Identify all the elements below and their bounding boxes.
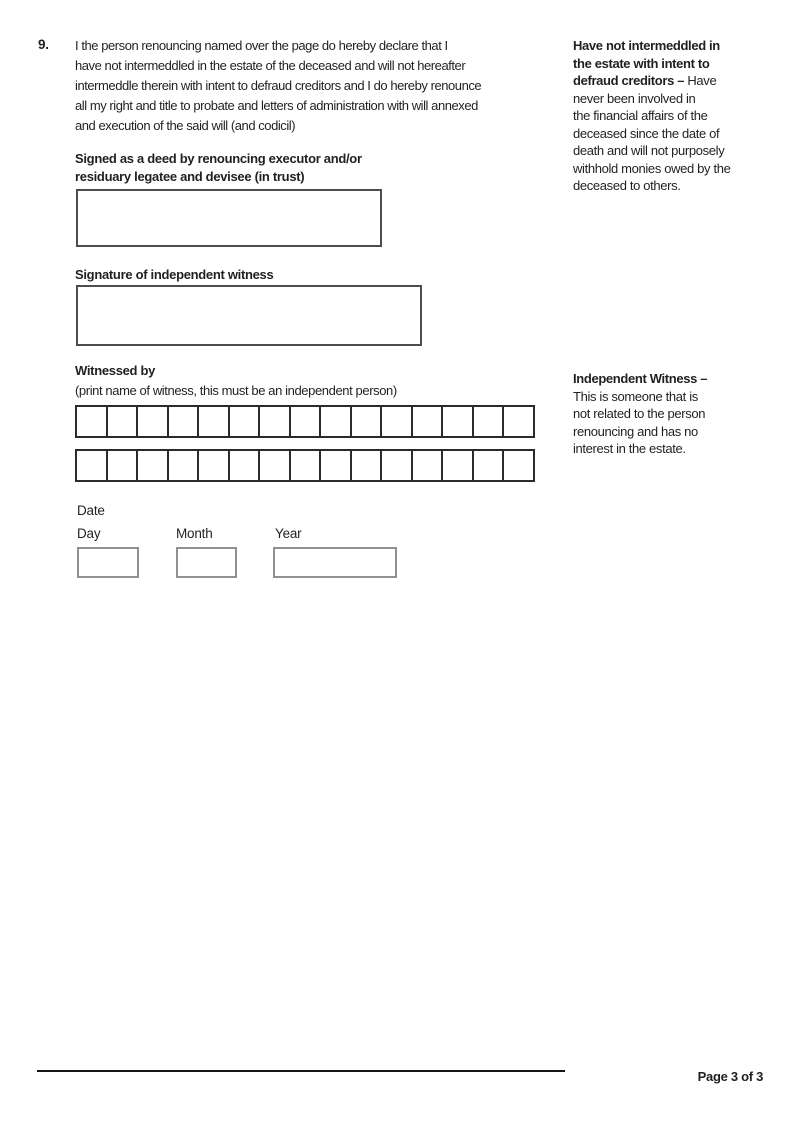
character-cell[interactable] [380, 407, 411, 436]
page-number: Page 3 of 3 [697, 1069, 763, 1084]
year-label: Year [275, 526, 302, 541]
declaration-paragraph [75, 36, 481, 136]
note-regular-run: Have [684, 73, 717, 88]
character-cell[interactable] [228, 451, 259, 480]
witness-signature-box[interactable] [76, 285, 422, 346]
character-cell[interactable] [350, 407, 381, 436]
character-cell[interactable] [167, 407, 198, 436]
note-bold-line: the estate with intent to [573, 55, 710, 71]
renouncer-signature-box[interactable] [76, 189, 382, 247]
note-bold-run: defraud creditors – [573, 73, 685, 88]
sidebar-note-independent-witness [573, 370, 773, 458]
declaration-line: all my right and title to probate and letters of administration with will annexed [75, 98, 478, 113]
character-cell[interactable] [350, 451, 381, 480]
year-input-box[interactable] [273, 547, 397, 578]
month-input-box[interactable] [176, 547, 237, 578]
note-bold-line: Independent Witness – [573, 371, 708, 386]
declaration-line: intermeddle therein with intent to defraud creditors and I do hereby renounce [75, 78, 482, 93]
character-cell[interactable] [411, 407, 442, 436]
character-cell[interactable] [77, 451, 106, 480]
witness-signature-heading: Signature of independent witness [75, 267, 274, 282]
character-cell[interactable] [441, 407, 472, 436]
footer-divider [37, 1070, 565, 1072]
note-line: withhold monies owed by the [573, 160, 731, 176]
note-line: deceased to others. [573, 178, 681, 193]
note-line: deceased since the date of [573, 125, 720, 141]
note-line: not related to the person [573, 406, 706, 421]
date-label: Date [77, 503, 105, 518]
declaration-line: have not intermeddled in the estate of the deceased and will not hereafter [75, 58, 466, 73]
witnessed-by-instruction: (print name of witness, this must be an independent person) [75, 383, 397, 398]
note-line: renouncing and has no [573, 423, 698, 439]
signed-deed-heading-line1: Signed as a deed by renouncing executor and/or [75, 151, 362, 166]
character-cell[interactable] [472, 407, 503, 436]
note-bold-line: Have not intermeddled in [573, 38, 720, 53]
character-cell[interactable] [472, 451, 503, 480]
character-cell[interactable] [319, 451, 350, 480]
note-line: This is someone that is [573, 388, 698, 404]
character-cell[interactable] [411, 451, 442, 480]
character-cell[interactable] [502, 451, 533, 480]
character-cell[interactable] [289, 407, 320, 436]
note-line: interest in the estate. [573, 441, 686, 456]
character-cell[interactable] [258, 407, 289, 436]
witness-name-row-1 [75, 405, 535, 438]
sidebar-note-intermeddled [573, 37, 773, 195]
character-cell[interactable] [136, 407, 167, 436]
note-line: never been involved in [573, 90, 696, 106]
signed-deed-heading [75, 150, 362, 186]
day-label: Day [77, 526, 101, 541]
note-line: the financial affairs of the [573, 108, 708, 123]
declaration-line: I the person renouncing named over the page do hereby declare that I [75, 38, 448, 53]
character-cell[interactable] [289, 451, 320, 480]
character-cell[interactable] [258, 451, 289, 480]
declaration-line: and execution of the said will (and codicil) [75, 118, 296, 133]
character-cell[interactable] [167, 451, 198, 480]
character-cell[interactable] [197, 451, 228, 480]
month-label: Month [176, 526, 213, 541]
character-cell[interactable] [106, 451, 137, 480]
witness-name-row-2 [75, 449, 535, 482]
character-cell[interactable] [106, 407, 137, 436]
signed-deed-heading-line2: residuary legatee and devisee (in trust) [75, 169, 305, 184]
character-cell[interactable] [197, 407, 228, 436]
character-cell[interactable] [77, 407, 106, 436]
note-mixed-line [573, 72, 773, 90]
item-number: 9. [38, 37, 49, 52]
witnessed-by-heading: Witnessed by [75, 363, 156, 378]
character-cell[interactable] [441, 451, 472, 480]
day-input-box[interactable] [77, 547, 139, 578]
character-cell[interactable] [502, 407, 533, 436]
character-cell[interactable] [319, 407, 350, 436]
character-cell[interactable] [136, 451, 167, 480]
character-cell[interactable] [380, 451, 411, 480]
character-cell[interactable] [228, 407, 259, 436]
note-line: death and will not purposely [573, 143, 725, 158]
